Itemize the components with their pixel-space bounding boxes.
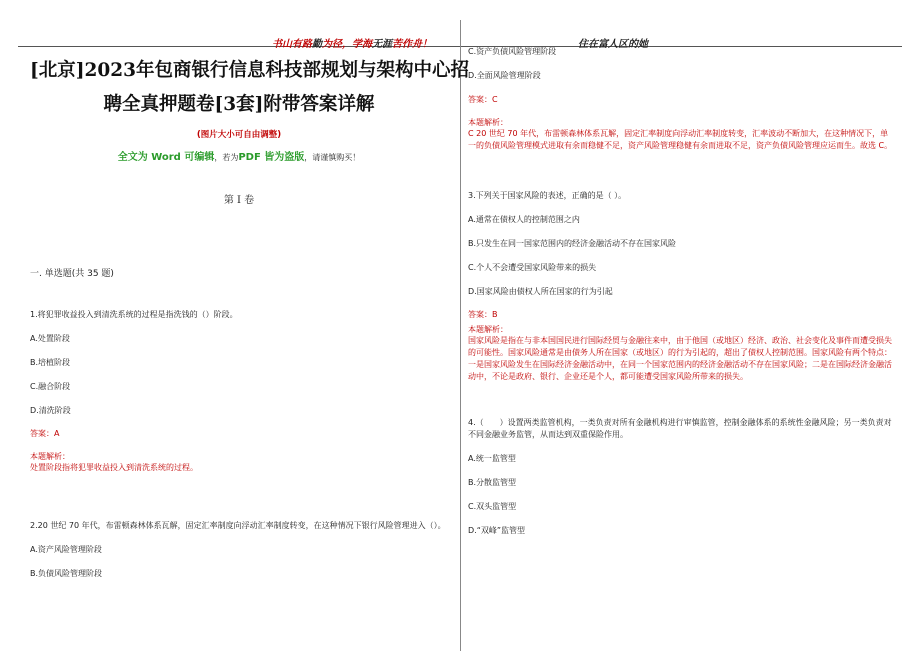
question-1: [30, 309, 448, 474]
question-2-continued: [468, 46, 896, 152]
word-editable-text: 全文为 Word 可编辑: [117, 152, 215, 163]
option-c: C.双头监管型: [468, 502, 517, 511]
explanation: 国家风险是指在与非本国国民进行国际经贸与金融往来中，由于他国（或地区）经济、政治、社会变化及事件而遭受损失的可能性。国家风险通常是由债务人所在国家（或地区）的行为引起的，超出了债权人控制范围。国家风险有两个特点：一是国家风险发生在国际经济金融活动中，在同一个国家范围内的经济金融活动不存在国家风险；二是在国际经济金融活动中，不论是政府、银行、企业还是个人，都可能遭受国家风险所带来的损失。: [468, 336, 892, 381]
question-2: [30, 520, 448, 580]
explanation-label: 本题解析：: [468, 118, 508, 127]
option-a: A.通常在债权人的控制范围之内: [468, 215, 580, 224]
option-a: A.资产风险管理阶段: [30, 545, 102, 554]
motto-text-3: 为径，学海: [322, 39, 372, 50]
note-connector: ，若为: [214, 153, 239, 162]
header-motto-left: [272, 35, 432, 50]
question-text: 1.将犯罪收益投入到清洗系统的过程是指洗钱的（）阶段。: [30, 310, 238, 319]
option-b: B.培植阶段: [30, 358, 71, 367]
right-column: [468, 46, 896, 537]
option-d: D.全面风险管理阶段: [468, 71, 541, 80]
option-c: C.资产负债风险管理阶段: [468, 47, 557, 56]
option-c: C.个人不会遭受国家风险带来的损失: [468, 263, 597, 272]
header-motto-right: 住在富人区的她: [578, 39, 648, 50]
option-b: B.负债风险管理阶段: [30, 569, 103, 578]
image-size-note: (图片大小可自由调整): [196, 130, 282, 140]
option-d: D.国家风险由债权人所在国家的行为引起: [468, 287, 613, 296]
pdf-piracy-text: PDF 皆为盗版: [238, 152, 305, 163]
explanation-label: 本题解析：: [468, 325, 508, 334]
question-text: 3.下列关于国家风险的表述，正确的是（ ）。: [468, 191, 627, 200]
question-text: 4.（ ）设置两类监管机构，一类负责对所有金融机构进行审慎监管，控制金融体系的系统性金融风险；另一类负责对不同金融业务监管，从而达到双重保险作用。: [468, 418, 892, 439]
volume-heading: 第 I 卷: [223, 195, 255, 206]
motto-text-5: 苦作舟！: [392, 39, 432, 50]
option-d: D.清洗阶段: [30, 406, 71, 415]
edit-note: [30, 148, 448, 163]
question-text: 2.20 世纪 70 年代，布雷顿森林体系瓦解，固定汇率制度向浮动汇率制度转变，在这种情况下银行风险管理进入（）。: [30, 521, 446, 530]
explanation-label: 本题解析：: [30, 452, 70, 461]
motto-text-4: 无涯: [372, 39, 392, 50]
motto-text-1: 书山有路: [272, 39, 312, 50]
option-a: A.处置阶段: [30, 334, 70, 343]
question-4: [468, 417, 896, 537]
answer: 答案：C: [468, 95, 498, 104]
document-title: [30, 56, 469, 120]
title-line-2: 聘全真押题卷[3套]附带答案详解: [103, 94, 375, 115]
column-divider: [460, 20, 461, 651]
option-b: B.分散监管型: [468, 478, 517, 487]
answer: 答案：A: [30, 429, 60, 438]
answer: 答案：B: [468, 310, 498, 319]
explanation: 处置阶段指将犯罪收益投入到清洗系统的过程。: [30, 463, 198, 472]
question-3: [468, 190, 896, 383]
note-warning: ，请谨慎购买！: [304, 153, 361, 162]
option-b: B.只发生在同一国家范围内的经济金融活动不存在国家风险: [468, 239, 677, 248]
option-c: C.融合阶段: [30, 382, 71, 391]
option-a: A.统一监管型: [468, 454, 516, 463]
title-line-1: [北京]2023年包商银行信息科技部规划与架构中心招: [30, 60, 469, 81]
motto-text-2: 勤: [312, 39, 322, 50]
explanation: C 20 世纪 70 年代，布雷顿森林体系瓦解，固定汇率制度向浮动汇率制度转变，汇率波动不断加大，在这种情况下，单一的负债风险管理模式进取有余而稳健不足，资产风险管理稳健有余而进取不足，资产负债风险管理应运而生。故选 C。: [468, 129, 893, 150]
section-heading: 一. 单选题(共 35 题): [30, 269, 114, 279]
option-d: D.“双峰”监管型: [468, 526, 525, 535]
left-column: [30, 56, 469, 580]
